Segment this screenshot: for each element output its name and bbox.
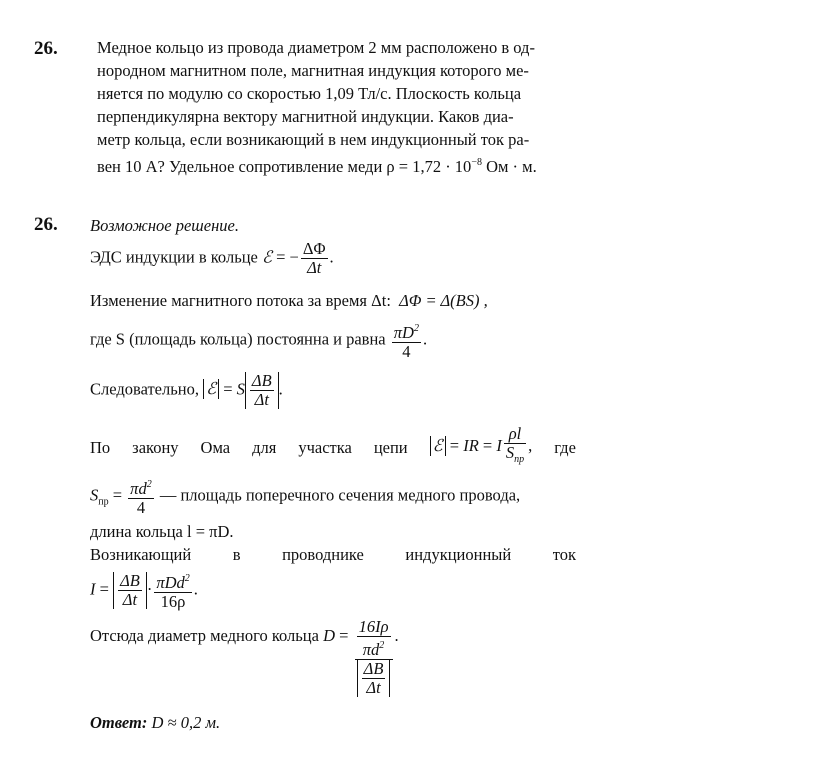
therefore-text: Следовательно, [90, 379, 199, 399]
diameter-text: Отсюда диаметр медного кольца [90, 626, 319, 645]
ohm-word: Ома [200, 437, 231, 457]
diameter-fraction: $\frac{\frac{16I\rho}{\pi d^2}}{\frac{\Delta B}{\Delta t}}$ [355, 618, 393, 697]
cross-section-fraction: $\frac{\pi d^2}{4}$ [128, 476, 154, 517]
ohm-word: закону [132, 437, 179, 457]
answer-value: D ≈ 0,2 м. [151, 713, 221, 732]
problem-number: 26. [34, 38, 58, 59]
problem-last-text: вен 10 А? Удельное сопротивление меди ρ = 1,72 · 10 [97, 157, 472, 176]
ohm-word: По [90, 437, 111, 457]
emf-symbol: ℰ [262, 247, 272, 267]
area-line: где S (площадь кольца) постоянна и равна $\frac{\pi D^2}{4}$ . [90, 320, 427, 361]
solution-number: 26. [34, 214, 58, 235]
area-fraction: $\frac{\pi D^2}{4}$ [392, 320, 421, 361]
emf-fraction: $\frac{\Delta\Phi}{\Delta t}$ [302, 239, 326, 277]
problem-line: нородном магнитном поле, магнитная индукция которого ме- [97, 61, 529, 80]
problem-unit: Ом · м. [481, 157, 537, 176]
ohm-where: где [554, 437, 576, 457]
current-word: в [232, 545, 241, 564]
current-word: проводнике [282, 545, 364, 564]
ohm-line [90, 425, 576, 469]
current-formula: I = $\frac{\Delta B}{\Delta t}$ · $\frac{\pi Dd^2}{16\rho}$ . [90, 571, 198, 611]
ohm-formula: ℰ = IR = I $\frac{\rho l}{S_{пр}}$ , [430, 425, 533, 469]
cross-section-line: $S_{пр}$ = $\frac{\pi d^2}{4}$ — площадь поперечного сечения медного провода, [90, 476, 520, 517]
current-words-line [90, 543, 576, 566]
ohm-word: для [252, 437, 277, 457]
db-dt-abs: $\frac{\Delta B}{\Delta t}$ [245, 372, 279, 409]
flux-line [90, 289, 488, 312]
current-word: Возникающий [90, 545, 192, 564]
ohm-word: цепи [373, 437, 408, 457]
problem-line-last [97, 151, 537, 178]
problem-exponent: −8 [471, 157, 482, 168]
current-word: ток [552, 545, 576, 564]
current-word: индукционный [405, 545, 512, 564]
emf-abs: ℰ [203, 379, 219, 399]
ohm-word: участка [298, 437, 352, 457]
emf-line: ЭДС индукции в кольце ℰ = − $\frac{\Delta\Phi}{\Delta t}$ . [90, 239, 334, 277]
area-text: где S (площадь кольца) постоянна и равна [90, 329, 386, 349]
problem-line: перпендикулярна вектору магнитной индукции. Каков диа- [97, 107, 514, 126]
cross-section-text: — площадь поперечного сечения медного провода, [159, 485, 521, 505]
therefore-line: Следовательно, ℰ = S $\frac{\Delta B}{\Delta t}$ . [90, 371, 283, 409]
problem-line: няется по модулю со скоростью 1,09 Тл/с. Плоскость кольца [97, 84, 522, 103]
flux-formula: ΔΦ = Δ(BS) , [399, 291, 488, 310]
problem-line: Медное кольцо из провода диаметром 2 мм расположено в од- [97, 38, 535, 57]
solution-heading: Возможное решение. [90, 216, 239, 235]
diameter-line: Отсюда диаметр медного кольца D = $\frac{\frac{16I\rho}{\pi d^2}}{\frac{\Delta B}{\Delta t}}$ . [90, 617, 399, 697]
problem-line: метр кольца, если возникающий в нем индукционный ток ра- [97, 130, 530, 149]
emf-prefix: ЭДС индукции в кольце [90, 247, 258, 267]
length-line: длина кольца l = πD. [90, 522, 234, 541]
problem-text [97, 36, 537, 178]
answer-line [90, 711, 220, 734]
answer-label: Ответ: [90, 713, 148, 732]
flux-text: Изменение магнитного потока за время Δt: [90, 291, 391, 310]
